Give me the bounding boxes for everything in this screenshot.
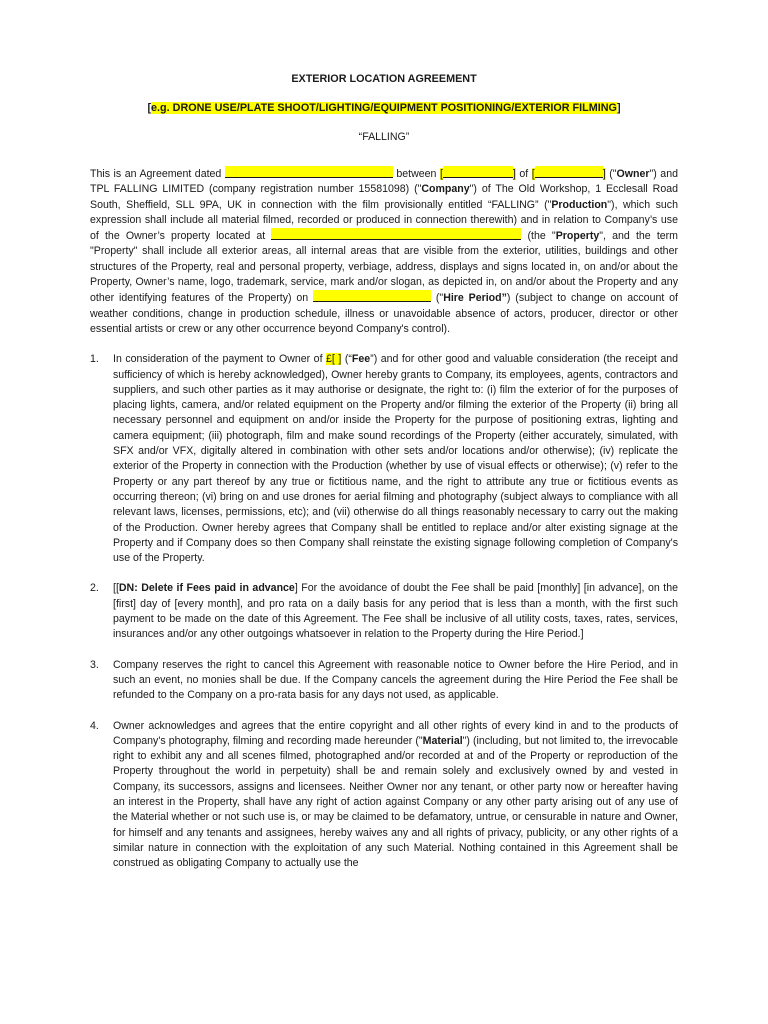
owner-name-open: [ [439,168,443,180]
clause-text: In consideration of the payment to Owner of [113,353,327,366]
fee-amount-blank: £[ ] [326,353,342,366]
clause-text: Owner acknowledges and agrees that the entire copyright and all other rights of every kind in and to the products of Company's photography, filming and recording made hereunder (" [113,719,678,747]
owner-defined-term: Owner [616,168,650,180]
document-subtitle [90,101,678,117]
production-name: “FALLING” [358,131,410,143]
intro-text: ) (subject to change on account of weather conditions, change in production schedule, illness or unavoidable absence of actors, producer, director or other essential artists or crew or any other occurrence beyond Company's control). [90,292,678,335]
clause-number: 2. [90,582,99,595]
intro-paragraph [90,166,678,337]
material-defined-term: Material [422,734,463,747]
intro-text: of [515,168,532,180]
clause-number: 3. [90,658,99,671]
clause-list [90,352,678,871]
owner-address-open: [ [531,168,535,180]
clause-4 [90,719,678,872]
subtitle-highlighted-text: e.g. DRONE USE/PLATE SHOOT/LIGHTING/EQUIPMENT POSITIONING/EXTERIOR FILMING [151,102,617,114]
clause-text: Company reserves the right to cancel this Agreement with reasonable notice to Owner before the Hire Period, and in such an event, no monies shall be due. If the Company cancels the agreement during the Hire Period the Fee shall be refunded to the Company on a pro-rata basis for any days not used, as applicable. [113,658,678,702]
intro-text: (" [605,168,617,180]
intro-text: between [392,168,440,180]
owner-address-blank [535,166,603,178]
intro-text: ", and the term "Property" shall include all exterior areas, all internal areas that are visible from the exterior, utilities, buildings and other structures of the Property, real and personal property, verbiage, address, displays and signs located in, on and/or about the Property, Owner’s name, logo, trademark, service, mark and/or slogan, as depicted in, on and/or about the Property and any other identifying features of the Property) on [90,230,679,305]
clause-3 [90,658,678,704]
owner-name-close: ] [512,168,516,180]
owner-name-blank [443,166,513,178]
clause-text: ") (including, but not limited to, the irrevocable right to exhibit any and all scenes filmed, photographed and/or recorded at and of the Property or reproduction of the Property throughout the world in perpetuity) shall be and remain solely and exclusively owned by and vested in Company, its successors, assigns and licensees. Neither Owner nor any tenant, or other party now or hereafter having an interest in the Property, shall have any right of action against Company or any other party arising out of any use of the Material whether or not such use is, or may be claimed to be defamatory, untrue, or censurable in nature and Owner, for himself and any tenants and assignees, hereby waives any and all rights of privacy, publicity, or any other rights of a similar nature in connection with the exploitation of any such Material. Nothing contained in this Agreement shall be construed as obligating Company to actually use the [113,734,678,870]
subtitle-close-bracket: ] [616,102,621,114]
clause-text: ”) and for other good and valuable consideration (the receipt and sufficiency of which is hereby acknowledged), Owner hereby grants to Company, its employees, agents, contractors and suppliers, and such other parties as it may authorise or designate, the right to: (i) film the exterior of for the purposes of placing lights, camera, and/or related equipment on the Property and/or filming the exterior of the Property (ii) bring all necessary personnel and equipment on and/or inside the Property for the purpose of positioning extras, lighting and camera equipment; (iii) photograph, film and make sound recordings of the Property (either accurately, simulated, with SFX and/or VFX, digitally altered in combination with other sets and/or locations and/or otherwise); (iv) replicate the exterior of the Property in connection with the Production (whether by use of visual effects or otherwise); (v) refer to the Property or any part thereof by any true or fictitious name, and the right to attribute any true or fictitious events as occurring thereon; (vi) bring on and use drones for aerial filming and photography (subject always to compliance with all relevant laws, licenses, permissions, etc); and (vii) otherwise do all things reasonably necessary to carry out the making of the Production. Owner hereby agrees that Company shall be entitled to replace and/or alter existing signage at the Property and if Company does so then Company shall reinstate the existing signage following completion of Company's use of the Property. [113,353,678,565]
clause-1 [90,352,678,566]
intro-text: "), which such expression shall include all material filmed, recorded or produced in connection therewith) and in relation to Company’s use of the Owner’s property located at [90,198,678,243]
clause-2 [90,581,678,642]
property-defined-term: Property [555,230,600,243]
intro-text: This is an Agreement dated [90,168,225,180]
document-title: EXTERIOR LOCATION AGREEMENT [291,73,477,85]
company-defined-term: Company [421,183,470,196]
clause-number: 4. [90,719,99,732]
intro-text: ") and TPL FALLING LIMITED (company registration number 15581098) (" [90,168,678,196]
intro-text: ") of The Old Workshop, 1 Ecclesall Road South, Sheffield, SLL 9PA, UK in connection with the film provisionally entitled “FALLING” (" [90,183,678,211]
drafting-note: DN: Delete if Fees paid in advance [118,582,295,595]
hire-period-blank [313,290,431,302]
document-page [90,72,678,886]
property-address-blank [271,228,521,240]
fee-defined-term: Fee [351,353,371,366]
intro-text: (" [431,292,444,305]
clause-text: ] For the avoidance of doubt the Fee shall be paid [monthly] [in advance], on the [first] day of [every month], and pro rata on a daily basis for any period that is less than a month, with the first such payment to be made on the date of this Agreement. The Fee shall be inclusive of all utility costs, taxes, rates, services, insurances and/or any other outgoings whatsoever in relation to the Property during the Hire Period.] [113,582,678,641]
production-defined-term: Production [551,198,608,211]
clause-text: [[ [113,582,119,595]
intro-text: (the " [521,230,556,243]
owner-address-close: ] [602,168,606,180]
date-blank [225,166,393,178]
hire-period-defined-term: Hire Period” [443,292,507,305]
subtitle-open-bracket: [ [147,102,152,114]
clause-number: 1. [90,353,99,366]
clause-text: (“ [341,353,352,366]
